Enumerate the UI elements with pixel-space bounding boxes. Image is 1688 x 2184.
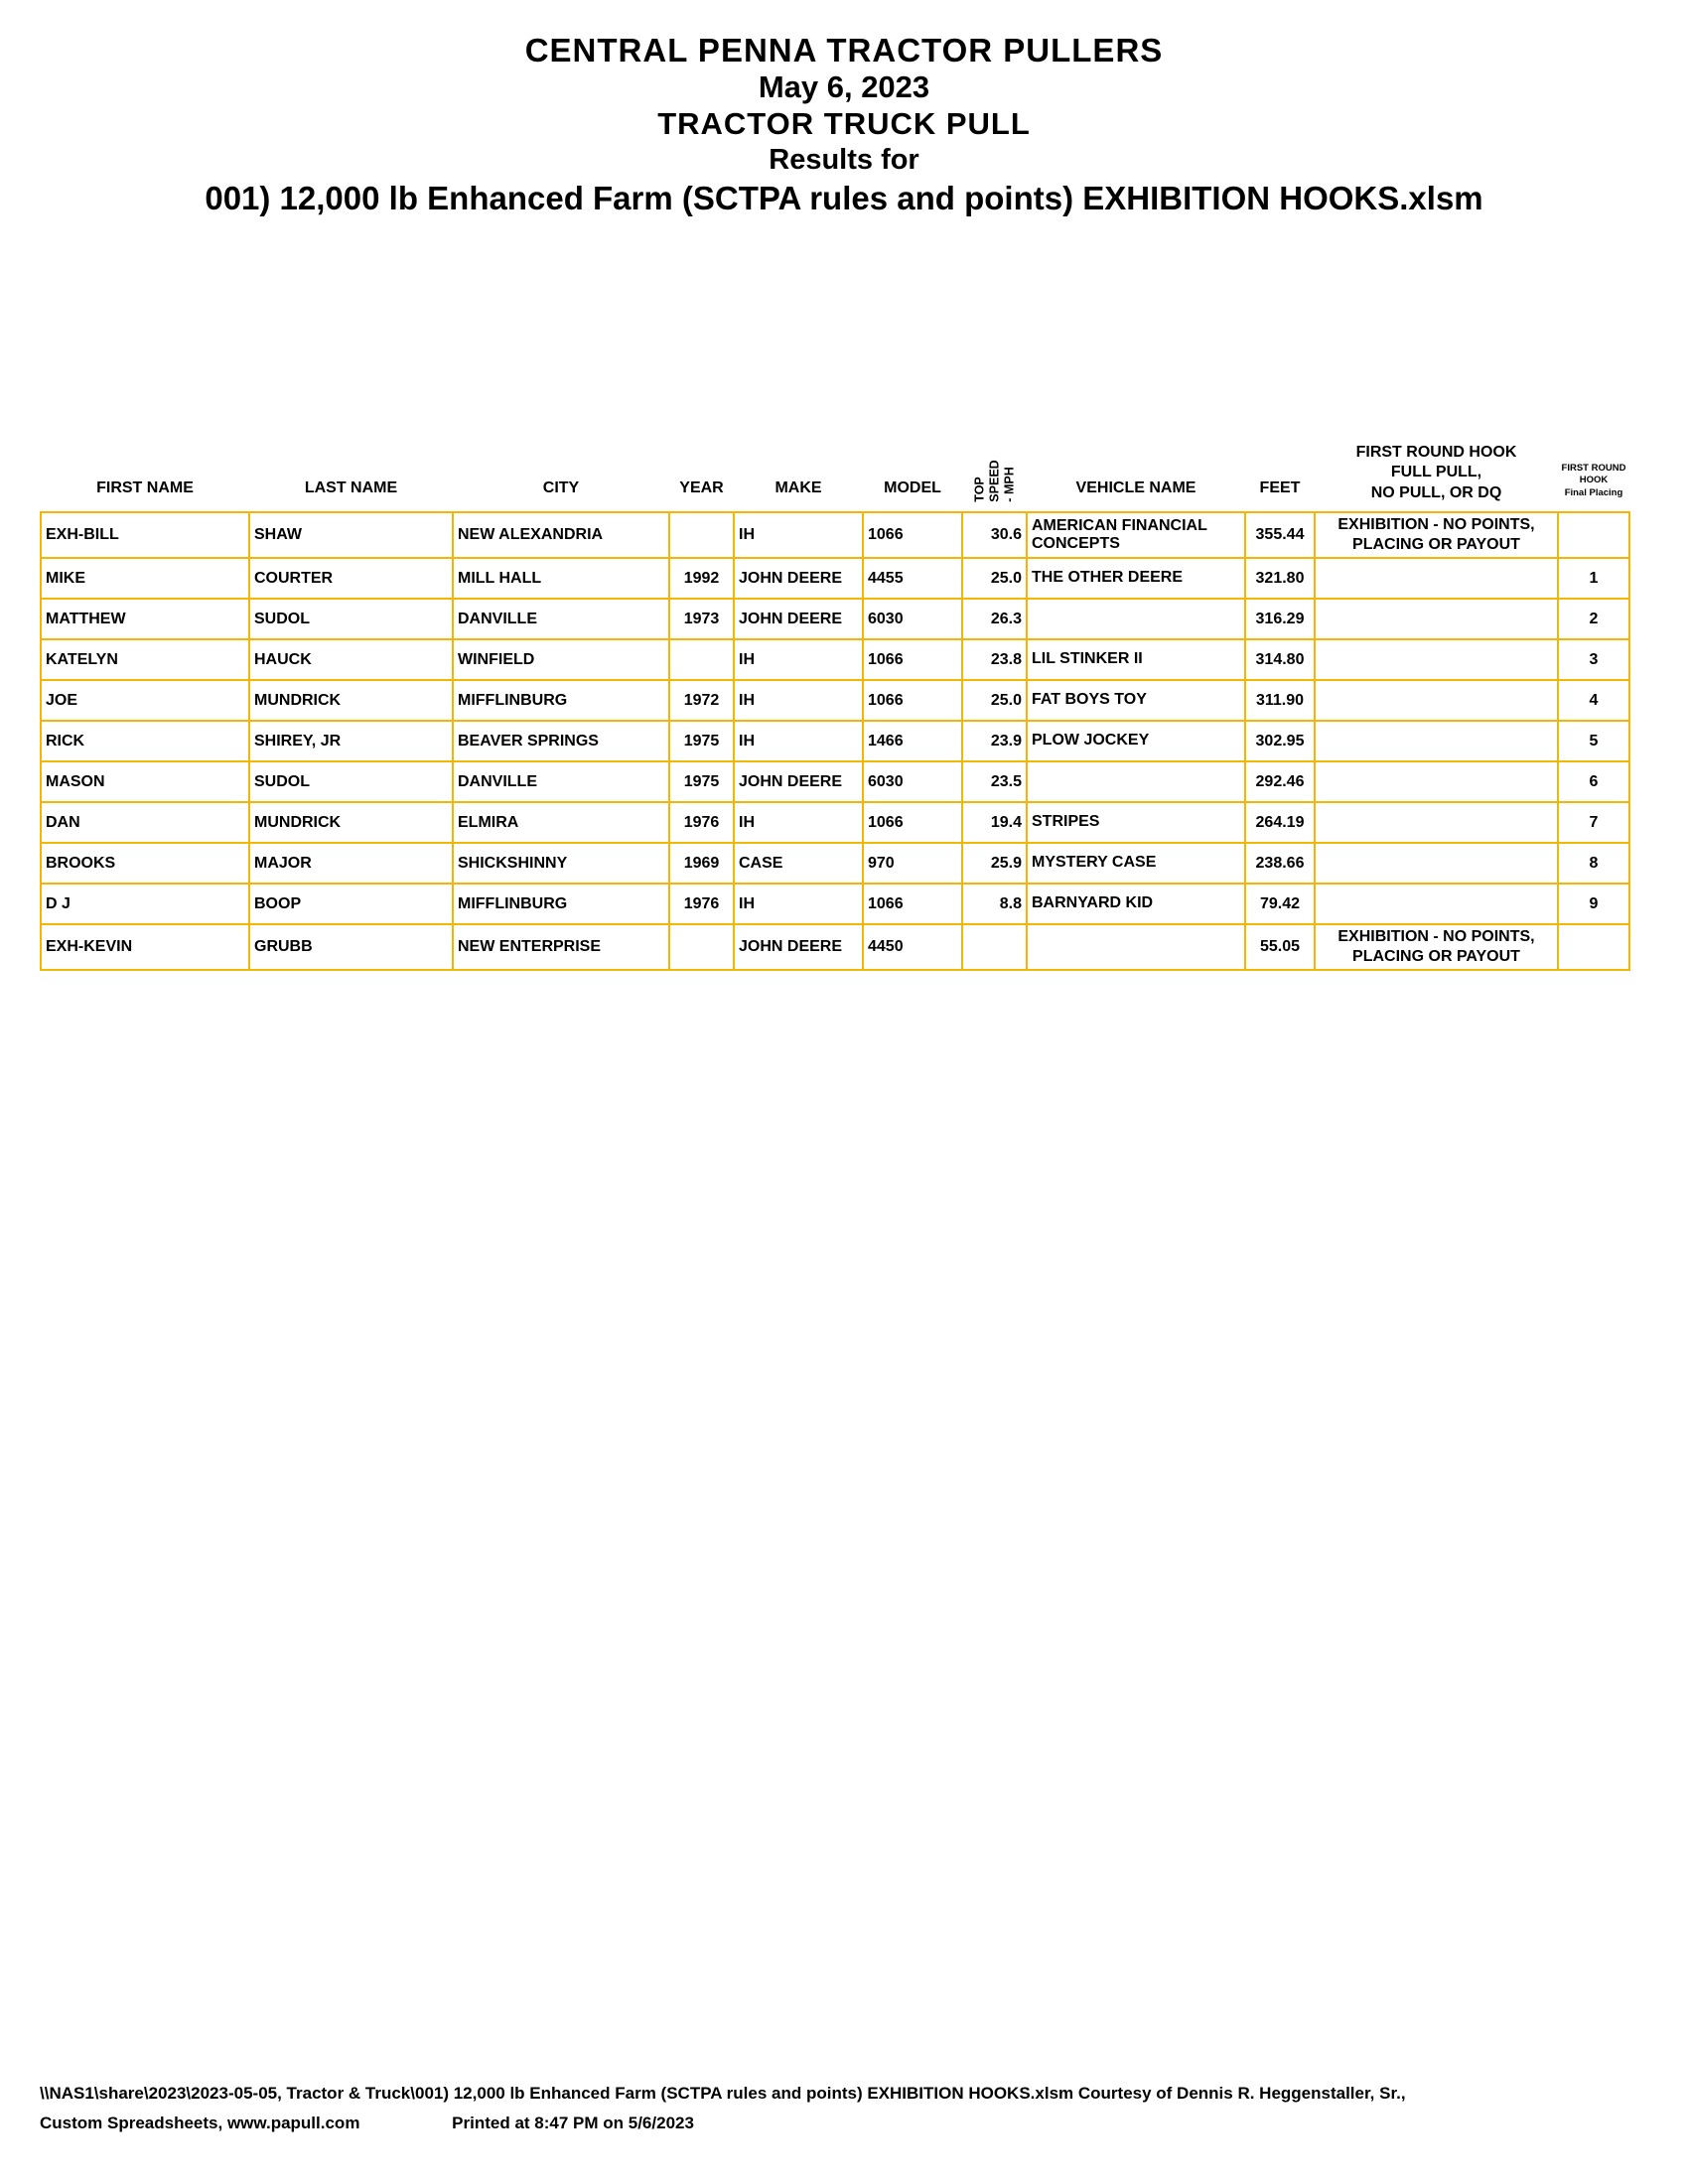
cell-vehicle: MYSTERY CASE (1027, 843, 1245, 884)
cell-placing (1558, 512, 1629, 558)
cell-vehicle: AMERICAN FINANCIAL CONCEPTS (1027, 512, 1245, 558)
col-header-city: CITY (542, 479, 580, 496)
cell-vehicle (1027, 924, 1245, 970)
cell-first: BROOKS (41, 843, 249, 884)
cell-model: 6030 (863, 599, 962, 639)
cell-model: 1066 (863, 802, 962, 843)
cell-year: 1975 (669, 761, 734, 802)
results-label: Results for (769, 144, 919, 176)
cell-first: D J (41, 884, 249, 924)
cell-feet: 264.19 (1245, 802, 1315, 843)
cell-year: 1973 (669, 599, 734, 639)
cell-first: DAN (41, 802, 249, 843)
cell-year: 1969 (669, 843, 734, 884)
top-speed-rotated-label: TOP SPEED - MPH (972, 460, 1016, 502)
cell-make: IH (734, 884, 863, 924)
cell-city: DANVILLE (453, 599, 669, 639)
cell-model: 4455 (863, 558, 962, 599)
cell-placing: 9 (1558, 884, 1629, 924)
cell-last: HAUCK (249, 639, 453, 680)
cell-first: KATELYN (41, 639, 249, 680)
cell-city: MILL HALL (453, 558, 669, 599)
cell-city: MIFFLINBURG (453, 680, 669, 721)
cell-hook (1315, 884, 1558, 924)
cell-make: IH (734, 512, 863, 558)
file-path-line: \\NAS1\share\2023\2023-05-05, Tractor & Truck\001) 12,000 lb Enhanced Farm (SCTPA rules and points) EXHIBITION HOOKS.xlsm Courtesy of Dennis R. Heggenstaller, Sr., (40, 2084, 1406, 2103)
col-header-year: YEAR (679, 479, 724, 496)
cell-city: WINFIELD (453, 639, 669, 680)
cell-hook (1315, 639, 1558, 680)
cell-year (669, 924, 734, 970)
cell-last: GRUBB (249, 924, 453, 970)
col-header-model: MODEL (884, 479, 941, 496)
cell-placing: 3 (1558, 639, 1629, 680)
cell-model: 1066 (863, 512, 962, 558)
table-row (41, 884, 1629, 924)
cell-placing: 6 (1558, 761, 1629, 802)
cell-make: JOHN DEERE (734, 558, 863, 599)
footer-printed-at: Printed at 8:47 PM on 5/6/2023 (452, 2114, 694, 2132)
cell-feet: 314.80 (1245, 639, 1315, 680)
cell-last: SHAW (249, 512, 453, 558)
cell-city: BEAVER SPRINGS (453, 721, 669, 761)
cell-last: SUDOL (249, 761, 453, 802)
cell-hook (1315, 761, 1558, 802)
cell-placing (1558, 924, 1629, 970)
cell-make: IH (734, 802, 863, 843)
cell-vehicle: STRIPES (1027, 802, 1245, 843)
cell-placing: 4 (1558, 680, 1629, 721)
cell-speed: 26.3 (962, 599, 1027, 639)
cell-placing: 2 (1558, 599, 1629, 639)
results-table-head (41, 427, 1629, 512)
cell-feet: 292.46 (1245, 761, 1315, 802)
cell-year: 1976 (669, 802, 734, 843)
table-row (41, 680, 1629, 721)
cell-model: 1066 (863, 884, 962, 924)
report-header (0, 32, 1688, 216)
cell-model: 970 (863, 843, 962, 884)
cell-year: 1992 (669, 558, 734, 599)
table-row (41, 843, 1629, 884)
cell-speed: 25.0 (962, 558, 1027, 599)
event-title: TRACTOR TRUCK PULL (657, 106, 1031, 141)
table-row (41, 721, 1629, 761)
col-header-vehicle-name: VEHICLE NAME (1075, 479, 1196, 496)
cell-speed: 23.5 (962, 761, 1027, 802)
col-header-feet: FEET (1259, 479, 1301, 496)
table-row (41, 761, 1629, 802)
cell-speed: 30.6 (962, 512, 1027, 558)
cell-vehicle: FAT BOYS TOY (1027, 680, 1245, 721)
cell-make: IH (734, 721, 863, 761)
cell-make: IH (734, 639, 863, 680)
cell-placing: 8 (1558, 843, 1629, 884)
table-row (41, 512, 1629, 558)
col-header-last-name: LAST NAME (304, 479, 398, 496)
cell-hook (1315, 802, 1558, 843)
cell-last: SUDOL (249, 599, 453, 639)
cell-hook: EXHIBITION - NO POINTS, PLACING OR PAYOUT (1315, 924, 1558, 970)
table-row (41, 639, 1629, 680)
col-header-final-placing: FIRST ROUND HOOK Final Placing (1561, 462, 1626, 499)
footer-second-line (40, 2109, 1648, 2138)
cell-speed: 23.9 (962, 721, 1027, 761)
cell-speed: 23.8 (962, 639, 1027, 680)
cell-city: ELMIRA (453, 802, 669, 843)
col-header-first-name: FIRST NAME (96, 479, 194, 496)
cell-feet: 321.80 (1245, 558, 1315, 599)
cell-city: NEW ALEXANDRIA (453, 512, 669, 558)
col-header-first-round-hook: FIRST ROUND HOOK FULL PULL, NO PULL, OR DQ (1355, 443, 1517, 502)
cell-placing: 5 (1558, 721, 1629, 761)
col-header-top-speed (962, 427, 1027, 512)
cell-model: 1066 (863, 639, 962, 680)
cell-speed: 25.9 (962, 843, 1027, 884)
cell-first: EXH-KEVIN (41, 924, 249, 970)
cell-make: JOHN DEERE (734, 599, 863, 639)
header-row (41, 427, 1629, 512)
col-header-make: MAKE (774, 479, 822, 496)
cell-hook (1315, 680, 1558, 721)
table-row (41, 558, 1629, 599)
table-row (41, 924, 1629, 970)
cell-feet: 316.29 (1245, 599, 1315, 639)
cell-model: 1066 (863, 680, 962, 721)
cell-feet: 79.42 (1245, 884, 1315, 924)
cell-city: DANVILLE (453, 761, 669, 802)
cell-city: SHICKSHINNY (453, 843, 669, 884)
cell-hook (1315, 558, 1558, 599)
cell-first: JOE (41, 680, 249, 721)
cell-feet: 311.90 (1245, 680, 1315, 721)
cell-speed: 25.0 (962, 680, 1027, 721)
cell-last: MAJOR (249, 843, 453, 884)
cell-first: EXH-BILL (41, 512, 249, 558)
report-footer (40, 2079, 1648, 2138)
cell-first: MIKE (41, 558, 249, 599)
cell-make: JOHN DEERE (734, 761, 863, 802)
cell-last: COURTER (249, 558, 453, 599)
cell-first: MASON (41, 761, 249, 802)
cell-first: RICK (41, 721, 249, 761)
cell-vehicle (1027, 599, 1245, 639)
cell-model: 1466 (863, 721, 962, 761)
cell-city: NEW ENTERPRISE (453, 924, 669, 970)
cell-model: 4450 (863, 924, 962, 970)
cell-vehicle: BARNYARD KID (1027, 884, 1245, 924)
cell-vehicle: PLOW JOCKEY (1027, 721, 1245, 761)
cell-hook: EXHIBITION - NO POINTS, PLACING OR PAYOUT (1315, 512, 1558, 558)
results-table-body (41, 512, 1629, 970)
cell-city: MIFFLINBURG (453, 884, 669, 924)
cell-speed (962, 924, 1027, 970)
cell-hook (1315, 599, 1558, 639)
cell-year: 1975 (669, 721, 734, 761)
cell-last: MUNDRICK (249, 802, 453, 843)
cell-feet: 302.95 (1245, 721, 1315, 761)
table-row (41, 802, 1629, 843)
cell-hook (1315, 843, 1558, 884)
cell-last: BOOP (249, 884, 453, 924)
cell-last: MUNDRICK (249, 680, 453, 721)
class-title: 001) 12,000 lb Enhanced Farm (SCTPA rules and points) EXHIBITION HOOKS.xlsm (205, 180, 1483, 216)
cell-make: IH (734, 680, 863, 721)
cell-make: JOHN DEERE (734, 924, 863, 970)
cell-vehicle: LIL STINKER II (1027, 639, 1245, 680)
cell-vehicle (1027, 761, 1245, 802)
table-row (41, 599, 1629, 639)
results-table (40, 427, 1630, 971)
cell-vehicle: THE OTHER DEERE (1027, 558, 1245, 599)
cell-make: CASE (734, 843, 863, 884)
cell-feet: 355.44 (1245, 512, 1315, 558)
event-date: May 6, 2023 (758, 69, 930, 104)
cell-placing: 7 (1558, 802, 1629, 843)
cell-placing: 1 (1558, 558, 1629, 599)
cell-hook (1315, 721, 1558, 761)
cell-year (669, 512, 734, 558)
cell-year (669, 639, 734, 680)
cell-feet: 55.05 (1245, 924, 1315, 970)
cell-year: 1976 (669, 884, 734, 924)
cell-first: MATTHEW (41, 599, 249, 639)
cell-last: SHIREY, JR (249, 721, 453, 761)
cell-speed: 19.4 (962, 802, 1027, 843)
org-title: CENTRAL PENNA TRACTOR PULLERS (524, 32, 1164, 68)
cell-year: 1972 (669, 680, 734, 721)
cell-model: 6030 (863, 761, 962, 802)
cell-speed: 8.8 (962, 884, 1027, 924)
footer-publisher: Custom Spreadsheets, www.papull.com (40, 2114, 360, 2132)
cell-feet: 238.66 (1245, 843, 1315, 884)
